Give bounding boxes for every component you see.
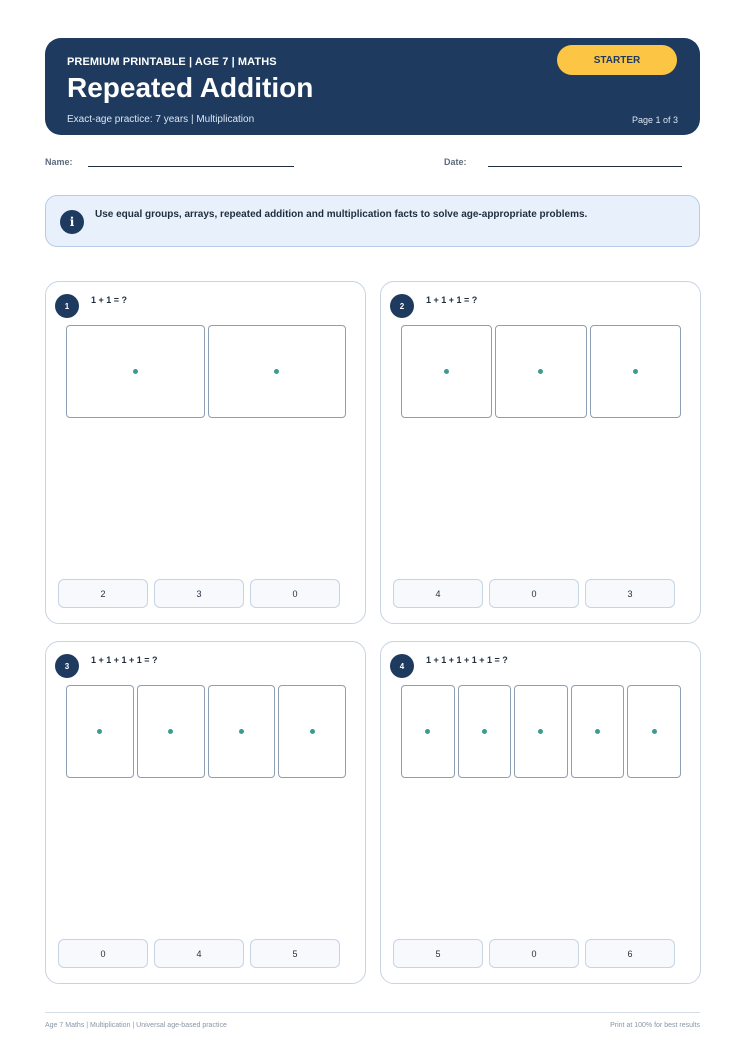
group-boxes <box>401 325 681 418</box>
header-kicker: PREMIUM PRINTABLE | AGE 7 | MATHS <box>67 56 277 68</box>
counter-dot <box>274 369 279 374</box>
header-subtitle: Exact-age practice: 7 years | Multiplication <box>67 114 255 125</box>
group-box <box>458 685 512 778</box>
group-box <box>590 325 681 418</box>
counter-dot <box>652 729 657 734</box>
group-box <box>571 685 625 778</box>
footer-divider <box>45 1012 700 1013</box>
group-box <box>627 685 681 778</box>
answer-option[interactable]: 3 <box>154 579 244 608</box>
group-box <box>137 685 205 778</box>
answer-options <box>393 579 675 608</box>
answer-option[interactable]: 0 <box>489 939 579 968</box>
group-box <box>495 325 586 418</box>
problem-question: 1 + 1 + 1 = ? <box>426 295 478 305</box>
group-boxes <box>66 685 346 778</box>
problem-card-4 <box>380 641 701 984</box>
group-box <box>401 685 455 778</box>
instructions-text: Use equal groups, arrays, repeated addition and multiplication facts to solve age-appropriate problems. <box>95 209 588 220</box>
page-indicator: Page 1 of 3 <box>631 115 678 125</box>
name-field[interactable] <box>88 166 294 167</box>
answer-options <box>58 579 340 608</box>
counter-dot <box>133 369 138 374</box>
problem-card-1 <box>45 281 366 624</box>
problem-number: 2 <box>390 294 414 318</box>
instructions-box <box>45 195 700 247</box>
problem-question: 1 + 1 = ? <box>91 295 128 305</box>
counter-dot <box>444 369 449 374</box>
footer-right-text: Print at 100% for best results <box>610 1022 700 1029</box>
answer-option[interactable]: 3 <box>585 579 675 608</box>
page-title: Repeated Addition <box>67 72 314 103</box>
group-box <box>278 685 346 778</box>
answer-option[interactable]: 2 <box>58 579 148 608</box>
answer-options <box>393 939 675 968</box>
answer-option[interactable]: 4 <box>393 579 483 608</box>
answer-option[interactable]: 0 <box>58 939 148 968</box>
group-box <box>66 325 205 418</box>
counter-dot <box>633 369 638 374</box>
info-icon: i <box>60 210 84 234</box>
counter-dot <box>97 729 102 734</box>
counter-dot <box>310 729 315 734</box>
footer-left-text: Age 7 Maths | Multiplication | Universal age-based practice <box>45 1022 227 1029</box>
problem-card-3 <box>45 641 366 984</box>
counter-dot <box>168 729 173 734</box>
group-box <box>208 685 276 778</box>
worksheet-header <box>45 38 700 135</box>
problem-question: 1 + 1 + 1 + 1 + 1 = ? <box>426 655 508 665</box>
answer-option[interactable]: 5 <box>250 939 340 968</box>
answer-option[interactable]: 0 <box>250 579 340 608</box>
group-box <box>208 325 347 418</box>
group-box <box>66 685 134 778</box>
date-field[interactable] <box>488 166 682 167</box>
group-box <box>514 685 568 778</box>
answer-option[interactable]: 4 <box>154 939 244 968</box>
group-box <box>401 325 492 418</box>
level-badge: STARTER <box>557 45 677 75</box>
date-label: Date: <box>444 157 467 167</box>
problem-question: 1 + 1 + 1 + 1 = ? <box>91 655 158 665</box>
answer-option[interactable]: 6 <box>585 939 675 968</box>
group-boxes <box>66 325 346 418</box>
answer-option[interactable]: 5 <box>393 939 483 968</box>
counter-dot <box>538 369 543 374</box>
counter-dot <box>482 729 487 734</box>
counter-dot <box>425 729 430 734</box>
name-label: Name: <box>45 157 73 167</box>
problem-number: 1 <box>55 294 79 318</box>
counter-dot <box>595 729 600 734</box>
answer-options <box>58 939 340 968</box>
group-boxes <box>401 685 681 778</box>
problem-number: 3 <box>55 654 79 678</box>
problem-number: 4 <box>390 654 414 678</box>
counter-dot <box>239 729 244 734</box>
answer-option[interactable]: 0 <box>489 579 579 608</box>
problem-card-2 <box>380 281 701 624</box>
counter-dot <box>538 729 543 734</box>
